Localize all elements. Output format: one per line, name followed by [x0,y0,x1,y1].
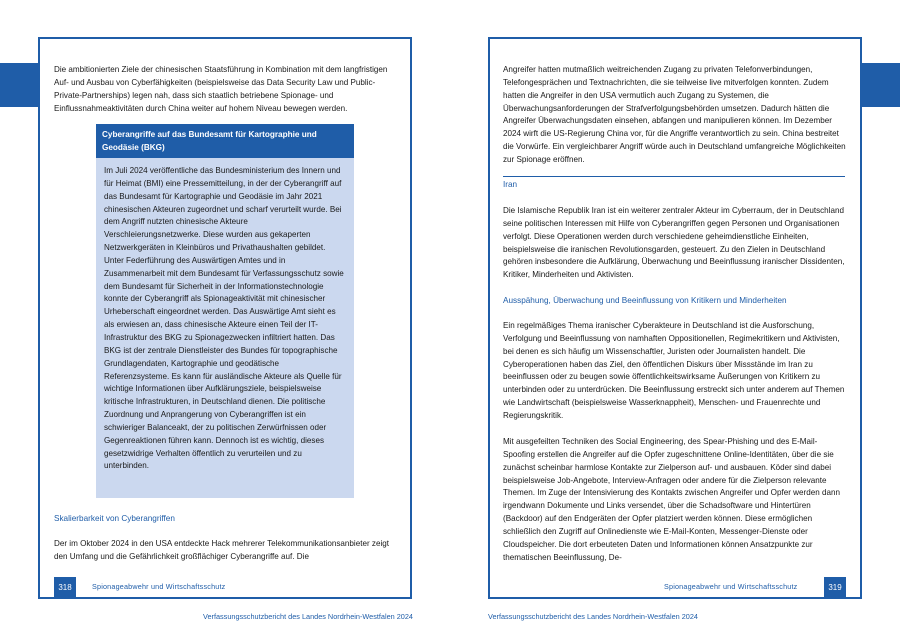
paragraph-3-text: Mit ausgefeilten Techniken des Social Engineering, des Spear-Phishing und des E-Mail-Spoofing erstellen die Angreifer auf die Opfer zugeschnittene Online-Identitäten, über die sie zunächst scheinbar harmlose Kontakte zur Zielperson auf- und ausbauen. Köder sind dabei beispielsweise Job-Angebote, Interview-Anfragen oder andere für die Zielperson relevante Themen. Im Zuge der Intensivierung des Kontakts zwischen Angreifer und Opfer werden dann irgendwann Dokumente und Links versendet, über die Schadsoftware und Hintertüren (Backdoor) auf den Endgeräten der Opfer platziert werden können. Diese ermöglichen schließlich den Zugriff auf Onlinedienste wie E-Mail-Konten, Messenger-Dienste oder Cloudspeicher. Die dort erbeuteten Daten und Informationen können Ansatzpunkte zur thematischen Beeinflussung, De- [503,437,840,562]
info-box-title: Cyberangriffe auf das Bundesamt für Kartographie und Geodäsie (BKG) [96,124,354,158]
report-source-left: Verfassungsschutzbericht des Landes Nordrhein-Westfalen 2024 [203,612,413,621]
left-subheading: Skalierbarkeit von Cyberangriffen [54,514,175,523]
left-margin-tab [0,63,38,107]
section-divider [503,176,845,177]
iran-paragraph [503,205,846,282]
paragraph-2-text: Ein regelmäßiges Thema iranischer Cyberakteure in Deutschland ist die Ausforschung, Verfolgung und Beeinflussung von namhaften Oppositionellen, Regimekritikern und Aktivisten, bei denen es sich häufig um Wissenschaftler, Juristen oder Journalisten handelt. Die Cyberoperationen haben das Ziel, den öffentlichen Diskurs über Missstände im Iran zu beeinflussen oder zu beugen sowie öffentlichkeitswirksame Äußerungen von Kritikern zu unterbinden oder zu unterdrücken. Die Beeinflussung erstreckt sich unter anderem auf Themen wie Landwirtschaft (beispielsweise Wasserknappheit), Menschen- und Frauenrechte und Regierungskritik. [503,321,845,420]
report-source-right: Verfassungsschutzbericht des Landes Nordrhein-Westfalen 2024 [488,612,698,621]
right-continued-paragraph [503,64,846,167]
left-intro-paragraph [54,64,398,115]
right-subheading: Ausspähung, Überwachung und Beeinflussung von Kritikern und Minderheiten [503,296,787,305]
iran-text: Die Islamische Republik Iran ist ein weiterer zentraler Akteur im Cyberraum, der in Deutschland seine politischen Interessen mit Hilfe von Cyberangriffen gegen Personen und Organisationen verfolgt. Diese Operationen werden durch verschiedene geheimdienstliche Einheiten, beispielsweise die iranischen Revolutionsgarden, gesteuert. Zu den Zielen in Deutschland gehören insbesondere die Aufklärung, Überwachung und Beeinflussung iranischer Dissidenten, Kritiker, Minderheiten und Aktivisten. [503,206,845,280]
left-closing-paragraph [54,538,398,564]
right-paragraph-2 [503,320,846,423]
section-heading-iran: Iran [503,180,518,189]
continued-text: Angreifer hatten mutmaßlich weitreichenden Zugang zu privaten Telefonverbindungen, Telefongesprächen und Textnachrichten, die sie teilweise live mitverfolgen konnten. Zudem hatten die Angreifer in den USA vermutlich auch Zugang zu Systemen, die Überwachungsanforderungen der Strafverfolgungsbehörden umsetzen. Dadurch hätten die Angreifer Überwachungsdaten einsehen, abfangen und manipulieren können. Im Dezember 2024 wirft die US-Regierung China vor, für die Angriffe verantwortlich zu sein. China bestreitet die Vorwürfe. Ein vergleichbarer Angriff würde auch in Deutschland umfangreiche Möglichkeiten zur Spionage eröffnen. [503,65,846,164]
info-box-bkg [96,124,354,498]
info-box-body: Im Juli 2024 veröffentliche das Bundesministerium des Innern und für Heimat (BMI) eine Pressemitteilung, in der der Cyberangriff auf das Bundesamt für Kartographie und Geodäsie im Jahr 2021 chinesischen Akteuren zugeordnet und scharf verurteilt wurde. Bei dem Angriff nutzten chinesische Akteure Verschleierungsnetzwerke. Diese wurden aus gekaperten Netzwerkgeräten in Kleinbüros und Privathaushalten gebildet. Unter Federführung des Auswärtigen Amtes und in Zusammenarbeit mit dem Bundesamt für Verfassungsschutz sowie dem Bundesamt für Sicherheit in der Informationstechnologie konnte der Cyberangriff als Spionageaktivität mit chinesischer Urheberschaft eingeordnet werden. Das Auswärtige Amt sieht es als erwiesen an, dass chinesische Akteure einen Teil der IT-Infrastruktur des BKG zu Spionagezwecken infiltriert hatten. Das BKG ist der zentrale Dienstleister des Bundes für topographische Grundlagendaten, Kartographie und geodätische Referenzsysteme. Es kann für ausländische Akteure als Quelle für wichtige Informationen über Aufklärungsziele, beispielsweise kritische Infrastrukturen, in Deutschland dienen. Die politische Zuordnung und Anprangerung von Cyberangriffen ist ein schwieriger Balanceakt, der zu politischen Zerwürfnissen oder Gegenreaktionen führen kann. Dennoch ist es wichtig, dieses gesetzwidrige Verhalten öffentlich zu verurteilen und zu unterbinden. [96,158,354,498]
page-number-right: 319 [824,577,846,599]
page-number-left: 318 [54,577,76,599]
closing-text: Der im Oktober 2024 in den USA entdeckte Hack mehrerer Telekommunikationsanbieter zeigt den Umfang und die Gefährlichkeit großflächiger Cyberangriffe auf. Die [54,539,390,561]
right-margin-tab [862,63,900,107]
footer-section-label-left: Spionageabwehr und Wirtschaftsschutz [92,582,226,591]
intro-text: Die ambitionierten Ziele der chinesischen Staatsführung in Kombination mit dem langfristigen Auf- und Ausbau von Cyberfähigkeiten (beispielsweise das Data Security Law und Public-Private-Partnerships) legen nah, dass sich staatlich betriebene Spionage- und Einflussnahmeaktivitäten durch China weiter auf hohem Niveau bewegen werden. [54,65,388,113]
right-paragraph-3 [503,436,846,564]
footer-section-label-right: Spionageabwehr und Wirtschaftsschutz [664,582,798,591]
